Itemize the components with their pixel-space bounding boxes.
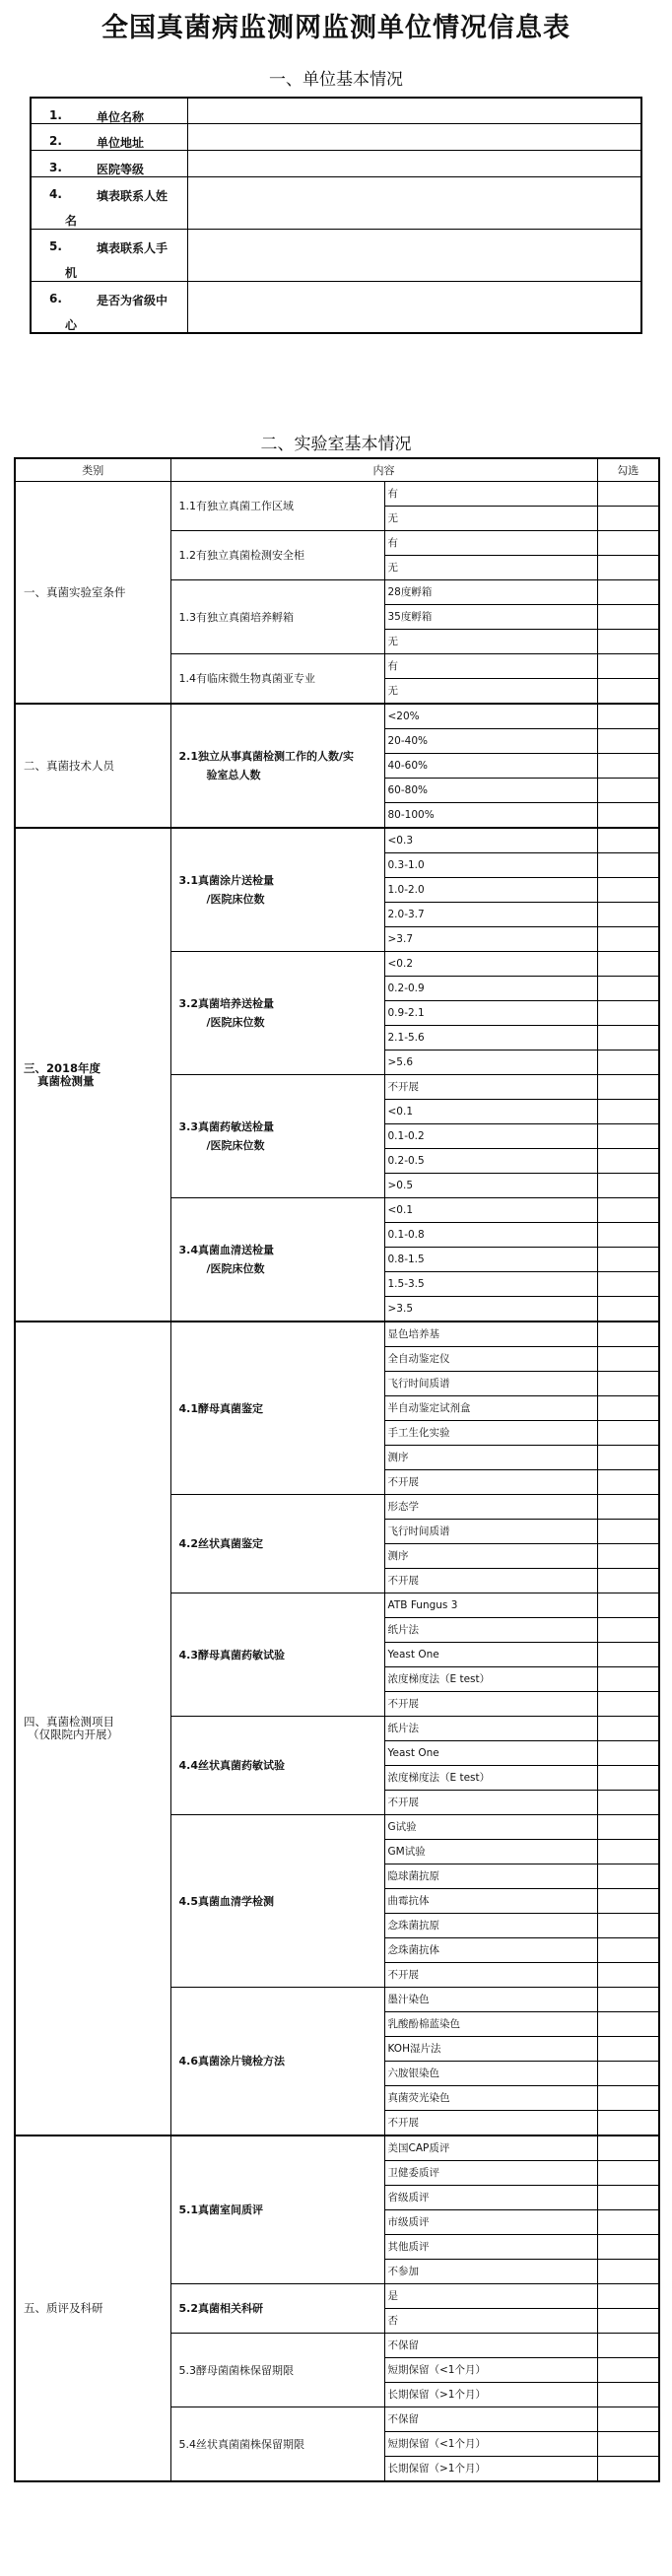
option-label: <0.1 [384, 1100, 597, 1124]
item-cell [170, 482, 384, 531]
item-label: 1.3有独立真菌培养孵箱 [178, 610, 294, 624]
category-label: 三、2018年度 [24, 1060, 101, 1075]
option-label: 短期保留（<1个月） [384, 2432, 597, 2457]
item-label: /医院床位数 [206, 893, 265, 906]
item-cell [170, 1322, 384, 1495]
check-cell[interactable] [597, 1791, 659, 1815]
option-label: 手工生化实验 [384, 1421, 597, 1446]
item-label: 4.1酵母真菌鉴定 [178, 1401, 263, 1415]
option-label: 墨汁染色 [384, 1988, 597, 2012]
option-label: Yeast One [384, 1741, 597, 1766]
option-label: 纸片法 [384, 1618, 597, 1643]
field-label-continued: 机 [65, 265, 78, 280]
check-cell[interactable] [597, 1717, 659, 1741]
header-category: 类别 [15, 458, 170, 482]
header-check: 勾选 [597, 458, 659, 482]
check-cell[interactable] [597, 2383, 659, 2407]
check-cell[interactable] [597, 704, 659, 729]
category-label: 一、真菌实验室条件 [24, 584, 126, 599]
check-cell[interactable] [597, 2432, 659, 2457]
check-cell[interactable] [597, 507, 659, 531]
info-label-cell [31, 176, 188, 229]
check-cell[interactable] [597, 1075, 659, 1100]
option-label: <20% [384, 704, 597, 729]
info-label-cell [31, 123, 188, 150]
option-label: GM试验 [384, 1840, 597, 1864]
option-label: 长期保留（>1个月） [384, 2457, 597, 2482]
check-cell[interactable] [597, 482, 659, 507]
row-number: 5. [49, 238, 62, 253]
option-label: >3.5 [384, 1297, 597, 1322]
option-label: 纸片法 [384, 1717, 597, 1741]
contact-name-input-cell[interactable] [188, 176, 642, 229]
item-cell [170, 654, 384, 705]
check-cell[interactable] [597, 1347, 659, 1372]
option-label: 测序 [384, 1446, 597, 1470]
field-label: 单位名称 [97, 110, 145, 124]
option-label: 有 [384, 654, 597, 679]
check-cell[interactable] [597, 580, 659, 605]
option-label: 不开展 [384, 1075, 597, 1100]
check-cell[interactable] [597, 1938, 659, 1963]
info-row [31, 229, 641, 281]
check-cell[interactable] [597, 1840, 659, 1864]
check-cell[interactable] [597, 1766, 659, 1791]
option-label: 0.3-1.0 [384, 853, 597, 878]
item-cell [170, 2407, 384, 2482]
category-cell [15, 1322, 170, 2135]
item-cell [170, 1075, 384, 1198]
item-label: 4.2丝状真菌鉴定 [178, 1537, 263, 1550]
item-label: 4.3酵母真菌药敏试验 [178, 1648, 285, 1661]
check-cell[interactable] [597, 903, 659, 927]
option-label: <0.1 [384, 1198, 597, 1223]
option-label: 80-100% [384, 803, 597, 829]
info-label-cell [31, 229, 188, 281]
check-cell[interactable] [597, 729, 659, 754]
category-cell [15, 704, 170, 828]
item-label: /医院床位数 [206, 1262, 265, 1275]
option-label: 曲霉抗体 [384, 1889, 597, 1914]
check-cell[interactable] [597, 630, 659, 654]
check-cell[interactable] [597, 1446, 659, 1470]
option-label: 无 [384, 679, 597, 705]
option-label: 长期保留（>1个月） [384, 2383, 597, 2407]
option-label: 有 [384, 531, 597, 556]
field-label: 填表联系人手 [97, 240, 168, 255]
item-cell [170, 1495, 384, 1593]
check-cell[interactable] [597, 2161, 659, 2186]
check-cell[interactable] [597, 2309, 659, 2334]
option-label: 2.1-5.6 [384, 1026, 597, 1051]
option-label: ATB Fungus 3 [384, 1593, 597, 1618]
option-label: 无 [384, 630, 597, 654]
item-label: 2.1独立从事真菌检测工作的人数/实 [178, 750, 355, 763]
option-label: 隐球菌抗原 [384, 1864, 597, 1889]
check-cell[interactable] [597, 1051, 659, 1075]
section-1-title: 一、单位基本情况 [269, 70, 403, 90]
section-2-title: 二、实验室基本情况 [260, 435, 412, 454]
unit-info-table [30, 97, 642, 334]
option-label: 无 [384, 507, 597, 531]
unit-address-input-cell[interactable] [188, 123, 642, 150]
info-row [31, 281, 641, 333]
option-label: 显色培养基 [384, 1322, 597, 1347]
unit-name-input-cell[interactable] [188, 98, 642, 123]
check-cell[interactable] [597, 1593, 659, 1618]
item-cell [170, 1717, 384, 1815]
option-label: 不开展 [384, 1791, 597, 1815]
option-label: 飞行时间质谱 [384, 1372, 597, 1396]
option-label: Yeast One [384, 1643, 597, 1667]
check-cell[interactable] [597, 1026, 659, 1051]
table-row [15, 1322, 659, 1347]
option-label: 2.0-3.7 [384, 903, 597, 927]
option-label: 不开展 [384, 1963, 597, 1988]
option-label: 市级质评 [384, 2210, 597, 2235]
header-content: 内容 [170, 458, 597, 482]
option-label: >5.6 [384, 1051, 597, 1075]
check-cell[interactable] [597, 754, 659, 779]
check-cell[interactable] [597, 2012, 659, 2037]
check-cell[interactable] [597, 1914, 659, 1938]
check-cell[interactable] [597, 556, 659, 580]
category-label: 真菌检测量 [37, 1073, 95, 1088]
info-row [31, 98, 641, 123]
option-label: KOH湿片法 [384, 2037, 597, 2062]
option-label: 全自动鉴定仪 [384, 1347, 597, 1372]
check-cell[interactable] [597, 2135, 659, 2161]
option-label: 念珠菌抗原 [384, 1914, 597, 1938]
check-cell[interactable] [597, 1372, 659, 1396]
option-label: 念珠菌抗体 [384, 1938, 597, 1963]
check-cell[interactable] [597, 605, 659, 630]
item-label: 5.3酵母菌菌株保留期限 [178, 2363, 294, 2377]
item-label: 4.5真菌血清学检测 [178, 1894, 274, 1908]
field-label: 是否为省级中 [97, 293, 168, 307]
option-label: 不参加 [384, 2260, 597, 2284]
check-cell[interactable] [597, 1248, 659, 1272]
item-cell [170, 531, 384, 580]
item-label: 3.4真菌血清送检量 [178, 1244, 274, 1256]
option-label: 0.1-0.8 [384, 1223, 597, 1248]
item-label: 5.1真菌室间质评 [178, 2203, 263, 2216]
check-cell[interactable] [597, 2210, 659, 2235]
category-label: 四、真菌检测项目 [24, 1715, 114, 1729]
option-label: 1.0-2.0 [384, 878, 597, 903]
check-cell[interactable] [597, 927, 659, 952]
info-label-cell [31, 98, 188, 123]
field-label-continued: 心 [65, 317, 78, 332]
check-cell[interactable] [597, 1174, 659, 1198]
check-cell[interactable] [597, 1223, 659, 1248]
info-label-cell [31, 281, 188, 333]
check-cell[interactable] [597, 1421, 659, 1446]
option-label: 省级质评 [384, 2186, 597, 2210]
table-header-row [15, 458, 659, 482]
check-cell[interactable] [597, 2086, 659, 2111]
check-cell[interactable] [597, 1100, 659, 1124]
option-label: 有 [384, 482, 597, 507]
option-label: 0.2-0.9 [384, 977, 597, 1001]
check-cell[interactable] [597, 2062, 659, 2086]
check-cell[interactable] [597, 1544, 659, 1569]
option-label: 不开展 [384, 1569, 597, 1593]
check-cell[interactable] [597, 2186, 659, 2210]
check-cell[interactable] [597, 2407, 659, 2432]
row-number: 3. [49, 160, 62, 174]
item-cell [170, 1593, 384, 1717]
check-cell[interactable] [597, 1963, 659, 1988]
category-label: 二、真菌技术人员 [24, 758, 114, 773]
hospital-level-input-cell[interactable] [188, 150, 642, 176]
option-label: 测序 [384, 1544, 597, 1569]
check-cell[interactable] [597, 2260, 659, 2284]
item-label: /医院床位数 [206, 1139, 265, 1152]
option-label: 不开展 [384, 1470, 597, 1495]
info-row [31, 176, 641, 229]
option-label: <0.3 [384, 828, 597, 853]
field-label: 医院等级 [97, 162, 145, 176]
check-cell[interactable] [597, 1297, 659, 1322]
check-cell[interactable] [597, 1815, 659, 1840]
option-label: 真菌荧光染色 [384, 2086, 597, 2111]
option-label: G试验 [384, 1815, 597, 1840]
option-label: 0.2-0.5 [384, 1149, 597, 1174]
option-label: 美国CAP质评 [384, 2135, 597, 2161]
option-label: 卫健委质评 [384, 2161, 597, 2186]
check-cell[interactable] [597, 853, 659, 878]
row-number: 6. [49, 291, 62, 305]
check-cell[interactable] [597, 654, 659, 679]
check-cell[interactable] [597, 2037, 659, 2062]
check-cell[interactable] [597, 1988, 659, 2012]
check-cell[interactable] [597, 1149, 659, 1174]
check-cell[interactable] [597, 1272, 659, 1297]
item-cell [170, 704, 384, 828]
category-cell [15, 482, 170, 705]
option-label: 不保留 [384, 2407, 597, 2432]
item-label: 验室总人数 [206, 769, 261, 781]
contact-phone-input-cell[interactable] [188, 229, 642, 281]
check-cell[interactable] [597, 1520, 659, 1544]
option-label: 1.5-3.5 [384, 1272, 597, 1297]
item-label: 3.3真菌药敏送检量 [178, 1120, 274, 1133]
check-cell[interactable] [597, 2358, 659, 2383]
item-cell [170, 1988, 384, 2136]
option-label: 否 [384, 2309, 597, 2334]
category-cell [15, 2135, 170, 2481]
table-row [15, 828, 659, 853]
check-cell[interactable] [597, 779, 659, 803]
option-label: 半自动鉴定试剂盒 [384, 1396, 597, 1421]
item-label: /医院床位数 [206, 1016, 265, 1029]
check-cell[interactable] [597, 1198, 659, 1223]
row-number: 4. [49, 186, 62, 201]
option-label: >0.5 [384, 1174, 597, 1198]
check-cell[interactable] [597, 1643, 659, 1667]
option-label: 0.9-2.1 [384, 1001, 597, 1026]
option-label: 0.8-1.5 [384, 1248, 597, 1272]
table-row [15, 482, 659, 507]
option-label: 无 [384, 556, 597, 580]
item-label: 1.2有独立真菌检测安全柜 [178, 549, 304, 562]
check-cell[interactable] [597, 1396, 659, 1421]
check-cell[interactable] [597, 2457, 659, 2482]
option-label: 形态学 [384, 1495, 597, 1520]
item-cell [170, 580, 384, 654]
option-label: 浓度梯度法（E test） [384, 1766, 597, 1791]
info-label-cell [31, 150, 188, 176]
item-label: 1.4有临床微生物真菌亚专业 [178, 672, 315, 685]
check-cell[interactable] [597, 1667, 659, 1692]
field-label-continued: 名 [65, 213, 78, 228]
option-label: 不开展 [384, 1692, 597, 1717]
check-cell[interactable] [597, 1124, 659, 1149]
item-cell [170, 1815, 384, 1988]
check-cell[interactable] [597, 1864, 659, 1889]
page-title: 全国真菌病监测网监测单位情况信息表 [101, 13, 571, 43]
option-label: 浓度梯度法（E test） [384, 1667, 597, 1692]
row-number: 2. [49, 133, 62, 148]
option-label: <0.2 [384, 952, 597, 977]
item-cell [170, 2334, 384, 2407]
table-row [15, 704, 659, 729]
item-label: 5.4丝状真菌菌株保留期限 [178, 2437, 304, 2451]
lab-info-table [14, 457, 660, 2482]
check-cell[interactable] [597, 531, 659, 556]
item-cell [170, 952, 384, 1075]
check-cell[interactable] [597, 1889, 659, 1914]
check-cell[interactable] [597, 1741, 659, 1766]
option-label: 乳酸酚棉蓝染色 [384, 2012, 597, 2037]
item-cell [170, 828, 384, 952]
option-label: 其他质评 [384, 2235, 597, 2260]
info-row [31, 123, 641, 150]
item-label: 4.4丝状真菌药敏试验 [178, 1759, 285, 1772]
field-label: 填表联系人姓 [97, 188, 168, 203]
info-row [31, 150, 641, 176]
option-label: 不开展 [384, 2111, 597, 2136]
check-cell[interactable] [597, 2235, 659, 2260]
check-cell[interactable] [597, 952, 659, 977]
option-label: 40-60% [384, 754, 597, 779]
check-cell[interactable] [597, 2284, 659, 2309]
provincial-center-input-cell[interactable] [188, 281, 642, 333]
check-cell[interactable] [597, 878, 659, 903]
option-label: 六胺银染色 [384, 2062, 597, 2086]
option-label: 是 [384, 2284, 597, 2309]
category-label: 五、质评及科研 [24, 2301, 103, 2315]
option-label: 60-80% [384, 779, 597, 803]
item-cell [170, 2284, 384, 2334]
check-cell[interactable] [597, 828, 659, 853]
check-cell[interactable] [597, 1569, 659, 1593]
option-label: 0.1-0.2 [384, 1124, 597, 1149]
item-label: 3.2真菌培养送检量 [178, 997, 274, 1010]
check-cell[interactable] [597, 977, 659, 1001]
option-label: 飞行时间质谱 [384, 1520, 597, 1544]
check-cell[interactable] [597, 1001, 659, 1026]
option-label: 35度孵箱 [384, 605, 597, 630]
check-cell[interactable] [597, 1618, 659, 1643]
field-label: 单位地址 [97, 135, 145, 150]
option-label: 短期保留（<1个月） [384, 2358, 597, 2383]
check-cell[interactable] [597, 679, 659, 705]
row-number: 1. [49, 108, 62, 122]
check-cell[interactable] [597, 803, 659, 829]
check-cell[interactable] [597, 2334, 659, 2358]
table-row [15, 2135, 659, 2161]
check-cell[interactable] [597, 1692, 659, 1717]
check-cell[interactable] [597, 1470, 659, 1495]
check-cell[interactable] [597, 1322, 659, 1347]
option-label: 20-40% [384, 729, 597, 754]
check-cell[interactable] [597, 1495, 659, 1520]
option-label: >3.7 [384, 927, 597, 952]
category-label: （仅限院内开展） [28, 1728, 118, 1741]
item-label: 4.6真菌涂片镜检方法 [178, 2055, 285, 2068]
option-label: 28度孵箱 [384, 580, 597, 605]
item-cell [170, 1198, 384, 1322]
item-label: 5.2真菌相关科研 [178, 2302, 263, 2315]
category-cell [15, 828, 170, 1322]
item-cell [170, 2135, 384, 2284]
item-label: 3.1真菌涂片送检量 [178, 874, 274, 887]
check-cell[interactable] [597, 2111, 659, 2136]
option-label: 不保留 [384, 2334, 597, 2358]
item-label: 1.1有独立真菌工作区域 [178, 500, 294, 512]
